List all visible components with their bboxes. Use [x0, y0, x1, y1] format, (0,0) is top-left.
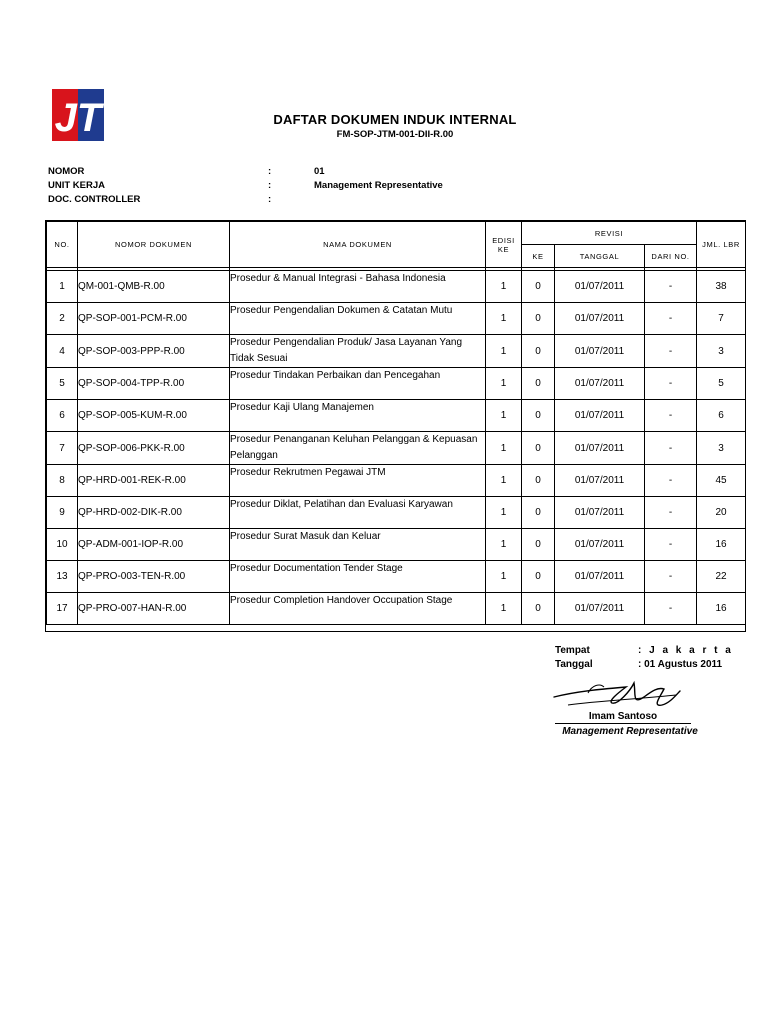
- cell-jml-lbr: 3: [697, 335, 746, 368]
- cell-dari-no: -: [645, 497, 697, 529]
- cell-edisi: 1: [486, 497, 522, 529]
- cell-jml-lbr: 20: [697, 497, 746, 529]
- signer-name: Imam Santoso: [555, 711, 691, 724]
- cell-dari-no: -: [645, 368, 697, 400]
- signer-role: Management Representative: [562, 726, 698, 737]
- meta-row-unit-kerja: [48, 180, 648, 194]
- cell-jml-lbr: 3: [697, 432, 746, 465]
- cell-revisi-ke: 0: [522, 335, 555, 368]
- table-row: [47, 497, 746, 529]
- meta-value: Management Representative: [314, 180, 443, 191]
- cell-no: 6: [47, 400, 78, 432]
- meta-label: NOMOR: [48, 166, 85, 177]
- document-table: [46, 221, 746, 625]
- cell-jml-lbr: 16: [697, 529, 746, 561]
- cell-tanggal: 01/07/2011: [555, 303, 645, 335]
- tanggal-label: Tanggal: [555, 659, 593, 670]
- table-row: [47, 465, 746, 497]
- header-edisi-line1: EDISI: [492, 235, 515, 245]
- cell-revisi-ke: 0: [522, 432, 555, 465]
- cell-revisi-ke: 0: [522, 303, 555, 335]
- cell-nama-dokumen: Prosedur Completion Handover Occupation Stage: [230, 593, 486, 625]
- header-edisi-line2: KE: [497, 244, 510, 254]
- meta-row-doc-controller: [48, 194, 648, 208]
- table-row: [47, 593, 746, 625]
- cell-revisi-ke: 0: [522, 593, 555, 625]
- cell-edisi: 1: [486, 593, 522, 625]
- header-revisi-ke: KE: [522, 245, 555, 268]
- logo-lettering: JT: [54, 96, 102, 140]
- cell-edisi: 1: [486, 303, 522, 335]
- tempat-row: [555, 645, 755, 659]
- header-dari-no: DARI NO.: [645, 245, 697, 268]
- cell-jml-lbr: 7: [697, 303, 746, 335]
- cell-tanggal: 01/07/2011: [555, 432, 645, 465]
- cell-edisi: 1: [486, 529, 522, 561]
- cell-nomor-dokumen: QP-HRD-002-DIK-R.00: [78, 497, 230, 529]
- cell-tanggal: 01/07/2011: [555, 271, 645, 303]
- cell-nomor-dokumen: QP-SOP-004-TPP-R.00: [78, 368, 230, 400]
- meta-label: DOC. CONTROLLER: [48, 194, 141, 205]
- cell-dari-no: -: [645, 303, 697, 335]
- header-revisi: REVISI: [522, 222, 697, 245]
- tanggal-value: : 01 Agustus 2011: [638, 659, 723, 670]
- cell-edisi: 1: [486, 271, 522, 303]
- cell-nomor-dokumen: QP-SOP-001-PCM-R.00: [78, 303, 230, 335]
- cell-revisi-ke: 0: [522, 561, 555, 593]
- cell-nomor-dokumen: QP-SOP-006-PKK-R.00: [78, 432, 230, 465]
- meta-block: [48, 166, 648, 208]
- cell-revisi-ke: 0: [522, 368, 555, 400]
- tempat-value: : J a k a r t a: [638, 645, 734, 656]
- cell-revisi-ke: 0: [522, 529, 555, 561]
- cell-dari-no: -: [645, 400, 697, 432]
- cell-dari-no: -: [645, 432, 697, 465]
- cell-nama-dokumen: Prosedur Pengendalian Dokumen & Catatan Mutu: [230, 303, 486, 335]
- cell-nama-dokumen: Prosedur Kaji Ulang Manajemen: [230, 400, 486, 432]
- meta-value: 01: [314, 166, 325, 177]
- header-no: NO.: [47, 222, 78, 268]
- cell-no: 13: [47, 561, 78, 593]
- document-title: DAFTAR DOKUMEN INDUK INTERNAL: [273, 112, 517, 127]
- cell-no: 10: [47, 529, 78, 561]
- cell-revisi-ke: 0: [522, 400, 555, 432]
- cell-tanggal: 01/07/2011: [555, 593, 645, 625]
- meta-colon: :: [268, 180, 272, 191]
- cell-tanggal: 01/07/2011: [555, 497, 645, 529]
- cell-nama-dokumen: Prosedur Diklat, Pelatihan dan Evaluasi Karyawan: [230, 497, 486, 529]
- cell-no: 8: [47, 465, 78, 497]
- cell-dari-no: -: [645, 529, 697, 561]
- meta-colon: :: [268, 166, 272, 177]
- cell-nama-dokumen: Prosedur Pengendalian Produk/ Jasa Layanan Yang Tidak Sesuai: [230, 335, 486, 368]
- cell-nomor-dokumen: QP-PRO-003-TEN-R.00: [78, 561, 230, 593]
- header-nama-dokumen: NAMA DOKUMEN: [230, 222, 486, 268]
- cell-dari-no: -: [645, 335, 697, 368]
- form-code: FM-SOP-JTM-001-DII-R.00: [336, 129, 454, 140]
- cell-revisi-ke: 0: [522, 465, 555, 497]
- cell-nomor-dokumen: QP-SOP-003-PPP-R.00: [78, 335, 230, 368]
- cell-nomor-dokumen: QP-ADM-001-IOP-R.00: [78, 529, 230, 561]
- cell-edisi: 1: [486, 400, 522, 432]
- cell-nama-dokumen: Prosedur Tindakan Perbaikan dan Pencegahan: [230, 368, 486, 400]
- place-date-block: [555, 645, 755, 673]
- table-body: [47, 268, 746, 625]
- cell-no: 5: [47, 368, 78, 400]
- cell-dari-no: -: [645, 593, 697, 625]
- cell-dari-no: -: [645, 465, 697, 497]
- cell-nomor-dokumen: QP-HRD-001-REK-R.00: [78, 465, 230, 497]
- cell-tanggal: 01/07/2011: [555, 400, 645, 432]
- cell-revisi-ke: 0: [522, 271, 555, 303]
- cell-edisi: 1: [486, 368, 522, 400]
- cell-jml-lbr: 5: [697, 368, 746, 400]
- cell-tanggal: 01/07/2011: [555, 529, 645, 561]
- cell-nomor-dokumen: QM-001-QMB-R.00: [78, 271, 230, 303]
- cell-jml-lbr: 16: [697, 593, 746, 625]
- header-nomor-dokumen: NOMOR DOKUMEN: [78, 222, 230, 268]
- handwritten-signature: [548, 675, 688, 715]
- header-edisi-ke: [486, 222, 522, 268]
- table-row: [47, 335, 746, 368]
- table-row: [47, 400, 746, 432]
- cell-dari-no: -: [645, 561, 697, 593]
- cell-revisi-ke: 0: [522, 497, 555, 529]
- cell-nama-dokumen: Prosedur Documentation Tender Stage: [230, 561, 486, 593]
- cell-no: 17: [47, 593, 78, 625]
- cell-tanggal: 01/07/2011: [555, 561, 645, 593]
- tanggal-row: [555, 659, 755, 673]
- cell-nomor-dokumen: QP-SOP-005-KUM-R.00: [78, 400, 230, 432]
- cell-tanggal: 01/07/2011: [555, 465, 645, 497]
- table-row: [47, 368, 746, 400]
- cell-edisi: 1: [486, 465, 522, 497]
- cell-jml-lbr: 22: [697, 561, 746, 593]
- cell-edisi: 1: [486, 561, 522, 593]
- table-row: [47, 529, 746, 561]
- cell-no: 1: [47, 271, 78, 303]
- cell-jml-lbr: 38: [697, 271, 746, 303]
- header-jml-lbr: JML. LBR: [697, 222, 746, 268]
- table-row: [47, 271, 746, 303]
- tempat-label: Tempat: [555, 645, 590, 656]
- cell-nomor-dokumen: QP-PRO-007-HAN-R.00: [78, 593, 230, 625]
- cell-nama-dokumen: Prosedur & Manual Integrasi - Bahasa Indonesia: [230, 271, 486, 303]
- meta-colon: :: [268, 194, 272, 205]
- cell-nama-dokumen: Prosedur Surat Masuk dan Keluar: [230, 529, 486, 561]
- cell-no: 4: [47, 335, 78, 368]
- meta-row-nomor: [48, 166, 648, 180]
- cell-no: 7: [47, 432, 78, 465]
- cell-jml-lbr: 6: [697, 400, 746, 432]
- cell-tanggal: 01/07/2011: [555, 368, 645, 400]
- table-row: [47, 561, 746, 593]
- header-tanggal: TANGGAL: [555, 245, 645, 268]
- cell-nama-dokumen: Prosedur Rekrutmen Pegawai JTM: [230, 465, 486, 497]
- table-row: [47, 432, 746, 465]
- cell-jml-lbr: 45: [697, 465, 746, 497]
- table-row: [47, 303, 746, 335]
- cell-no: 2: [47, 303, 78, 335]
- cell-nama-dokumen: Prosedur Penanganan Keluhan Pelanggan & Kepuasan Pelanggan: [230, 432, 486, 465]
- cell-edisi: 1: [486, 335, 522, 368]
- cell-edisi: 1: [486, 432, 522, 465]
- meta-label: UNIT KERJA: [48, 180, 106, 191]
- cell-tanggal: 01/07/2011: [555, 335, 645, 368]
- cell-no: 9: [47, 497, 78, 529]
- cell-dari-no: -: [645, 271, 697, 303]
